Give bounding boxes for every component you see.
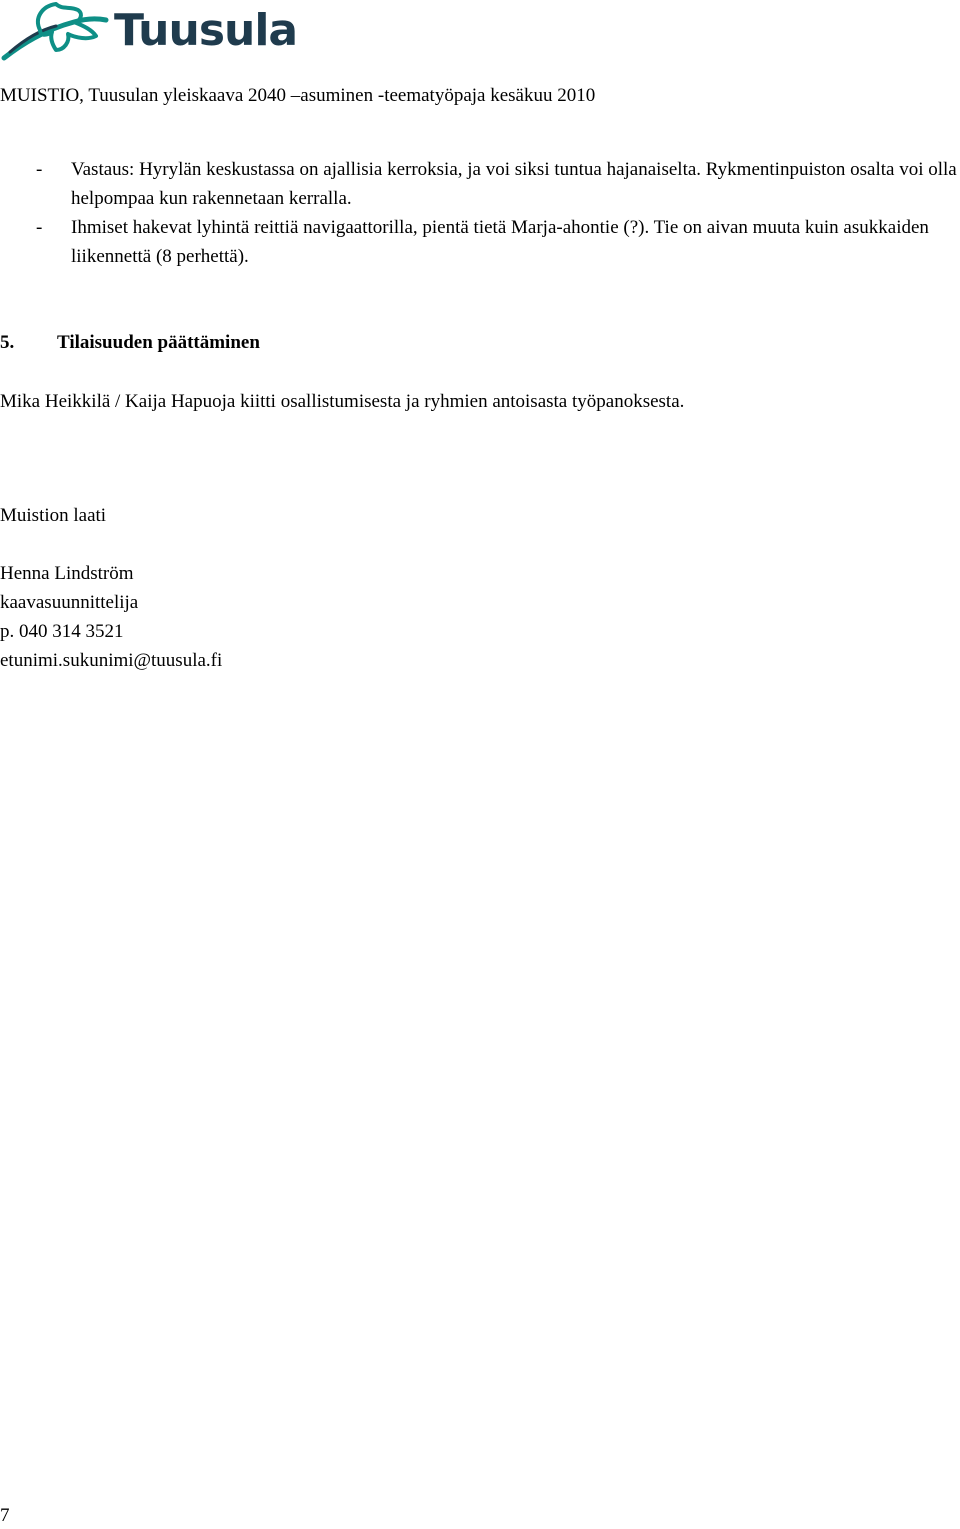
- contact-role: kaavasuunnittelija: [0, 592, 139, 613]
- bullet-text: Ihmiset hakevat lyhintä reittiä navigaattorilla, pientä tietä Marja-ahontie (?). Tie on aivan muuta kuin asukkaiden liikennettä (8 perhettä).: [71, 217, 929, 267]
- list-item: [0, 155, 960, 213]
- bullet-marker: -: [36, 159, 43, 180]
- logo-wordmark: Tuusula: [114, 5, 298, 56]
- contact-name: Henna Lindström: [0, 563, 134, 584]
- memo-title: MUISTIO, Tuusulan yleiskaava 2040 –asuminen -teematyöpaja kesäkuu 2010: [0, 85, 596, 106]
- tuusula-logo: [0, 0, 300, 66]
- section-heading: [0, 329, 260, 357]
- bullet-marker: -: [36, 217, 43, 238]
- contact-phone: p. 040 314 3521: [0, 621, 124, 642]
- signature-label: Muistion laati: [0, 505, 107, 526]
- contact-email: etunimi.sukunimi@tuusula.fi: [0, 650, 223, 671]
- bullet-list: [0, 155, 960, 271]
- section-title: Tilaisuuden päättäminen: [57, 332, 260, 353]
- section-number: 5.: [0, 332, 15, 353]
- list-item: [0, 213, 960, 271]
- page-number: 7: [0, 1505, 10, 1526]
- bullet-text: Vastaus: Hyrylän keskustassa on ajallisia kerroksia, ja voi siksi tuntua hajanaiselta. Rykmentinpuiston osalta voi olla helpompaa kun rakennetaan kerralla.: [71, 159, 957, 209]
- oak-leaf-logo-icon: [0, 0, 112, 62]
- contact-block: [0, 559, 222, 675]
- section-body: Mika Heikkilä / Kaija Hapuoja kiitti osallistumisesta ja ryhmien antoisasta työpanoksesta.: [0, 391, 685, 412]
